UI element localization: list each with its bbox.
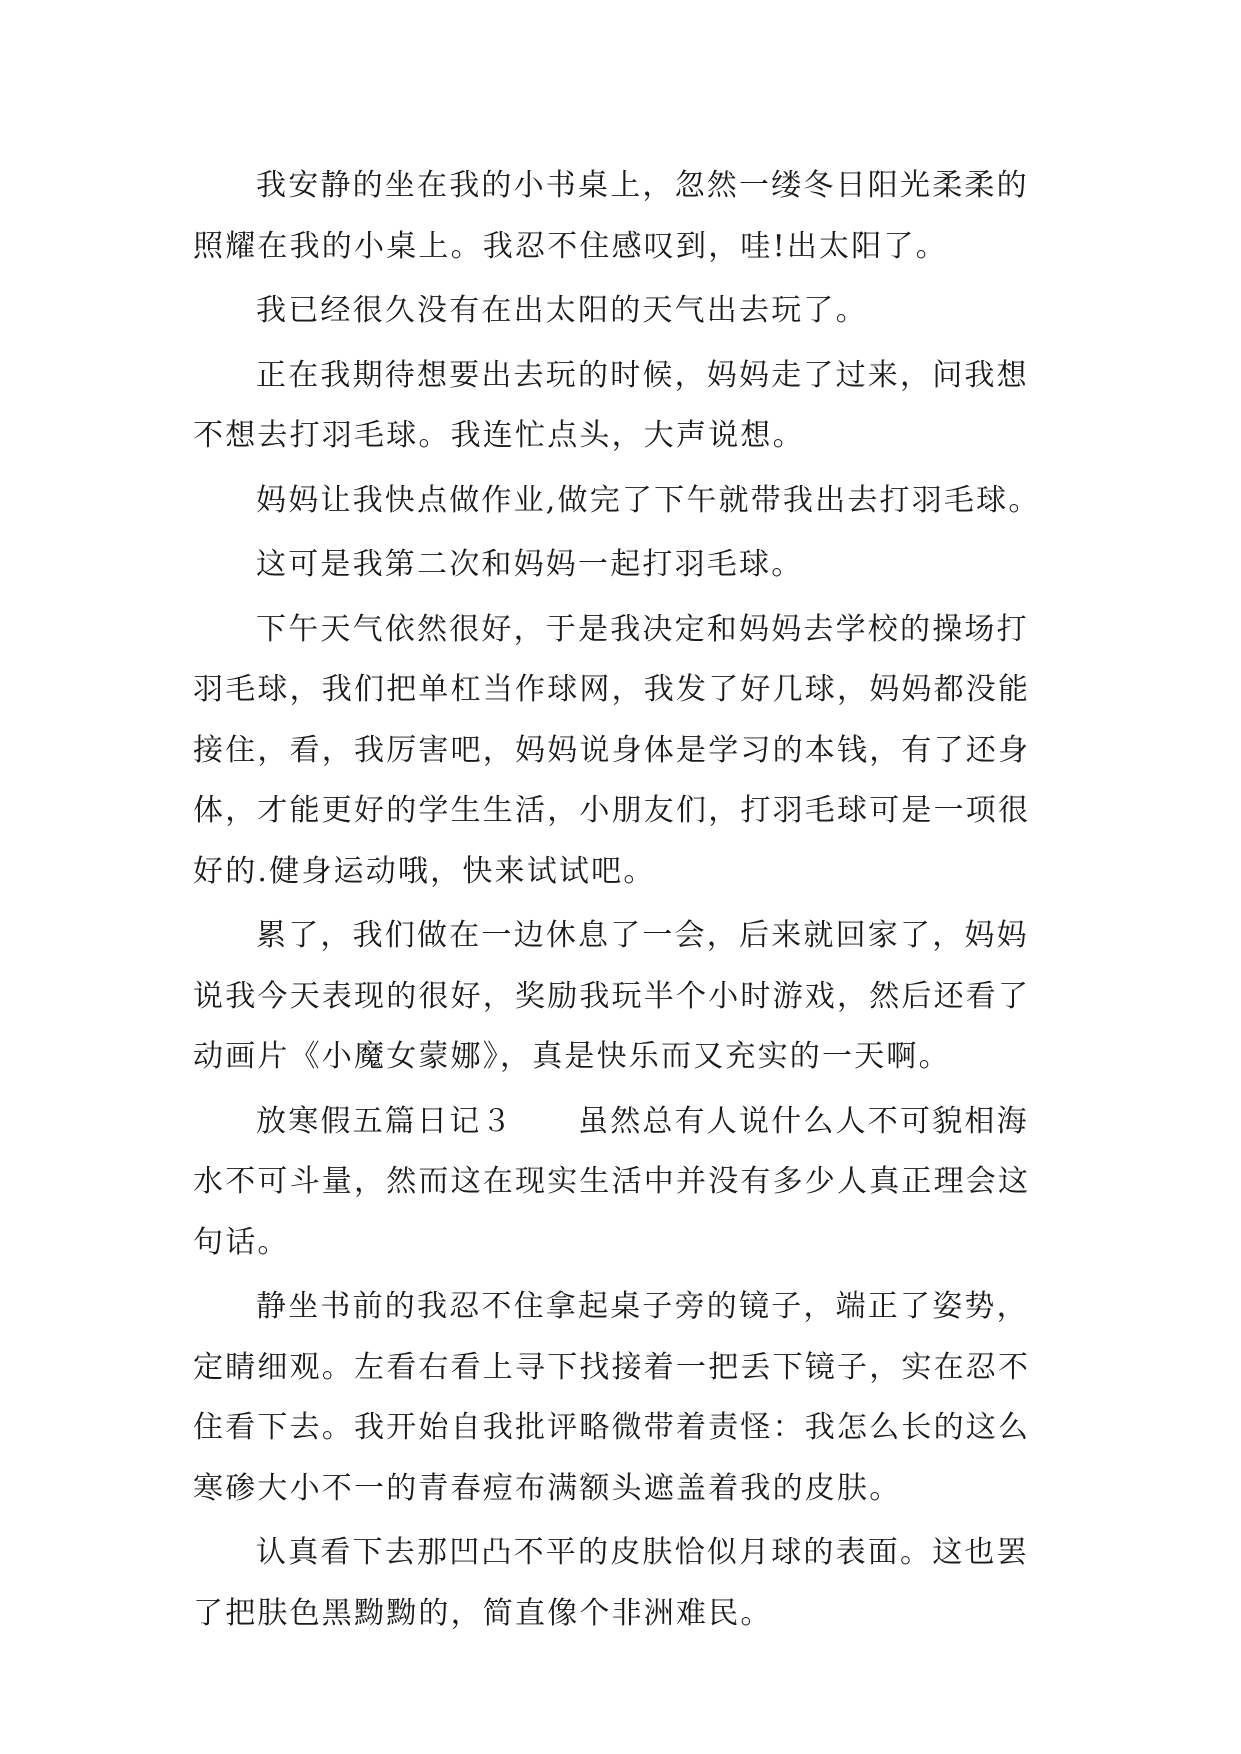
paragraph-line: 累了，我们做在一边休息了一会，后来就回家了，妈妈 [256, 918, 1029, 953]
paragraph-line: 接住，看，我厉害吧，妈妈说身体是学习的本钱，有了还身 [193, 732, 1031, 768]
paragraph-line: 正在我期待想要出去玩的时候，妈妈走了过来，问我想 [256, 357, 1029, 393]
paragraph-line: 羽毛球，我们把单杠当作球网，我发了好几球，妈妈都没能 [193, 672, 1031, 707]
paragraph-line: 句话。 [193, 1224, 290, 1260]
paragraph-line: 放寒假五篇日记３ 虽然总有人说什么人不可貌相海 [256, 1103, 1029, 1139]
paragraph-line: 体，才能更好的学生生活，小朋友们，打羽毛球可是一项很 [193, 793, 1031, 828]
paragraph-line: 下午天气依然很好，于是我决定和妈妈去学校的操场打 [256, 611, 1029, 647]
paragraph-line: 了把肤色黑黝黝的，简直像个非洲难民。 [193, 1595, 773, 1631]
paragraph-line: 水不可斗量，然而这在现实生活中并没有多少人真正理会这 [193, 1164, 1031, 1199]
paragraph-line: 这可是我第二次和妈妈一起打羽毛球。 [256, 547, 804, 582]
paragraph-line: 寒碜大小不一的青春痘布满额头遮盖着我的皮肤。 [193, 1470, 902, 1506]
paragraph-line: 认真看下去那凹凸不平的皮肤恰似月球的表面。这也罢 [256, 1535, 1029, 1570]
paragraph-line: 住看下去。我开始自我批评略微带着责怪：我怎么长的这么 [193, 1410, 1031, 1445]
paragraph-line: 照耀在我的小桌上。我忍不住感叹到，哇!出太阳了。 [193, 228, 948, 264]
paragraph-line: 静坐书前的我忍不住拿起桌子旁的镜子，端正了姿势， [256, 1289, 1029, 1324]
paragraph-line: 我安静的坐在我的小书桌上，忽然一缕冬日阳光柔柔的 [256, 168, 1029, 203]
paragraph-line: 说我今天表现的很好，奖励我玩半个小时游戏，然后还看了 [193, 978, 1031, 1014]
paragraph-line: 动画片《小魔女蒙娜》，真是快乐而又充实的一天啊。 [193, 1039, 951, 1074]
paragraph-line: 妈妈让我快点做作业,做完了下午就带我出去打羽毛球。 [256, 482, 1041, 518]
paragraph-line: 不想去打羽毛球。我连忙点头，大声说想。 [193, 418, 805, 453]
paragraph-line: 好的.健身运动哦，快来试试吧。 [193, 853, 656, 889]
paragraph-line: 我已经很久没有在出太阳的天气出去玩了。 [256, 293, 868, 328]
document-body [193, 156, 1053, 1644]
paragraph-line: 定睛细观。左看右看上寻下找接着一把丢下镜子，实在忍不 [193, 1349, 1031, 1385]
